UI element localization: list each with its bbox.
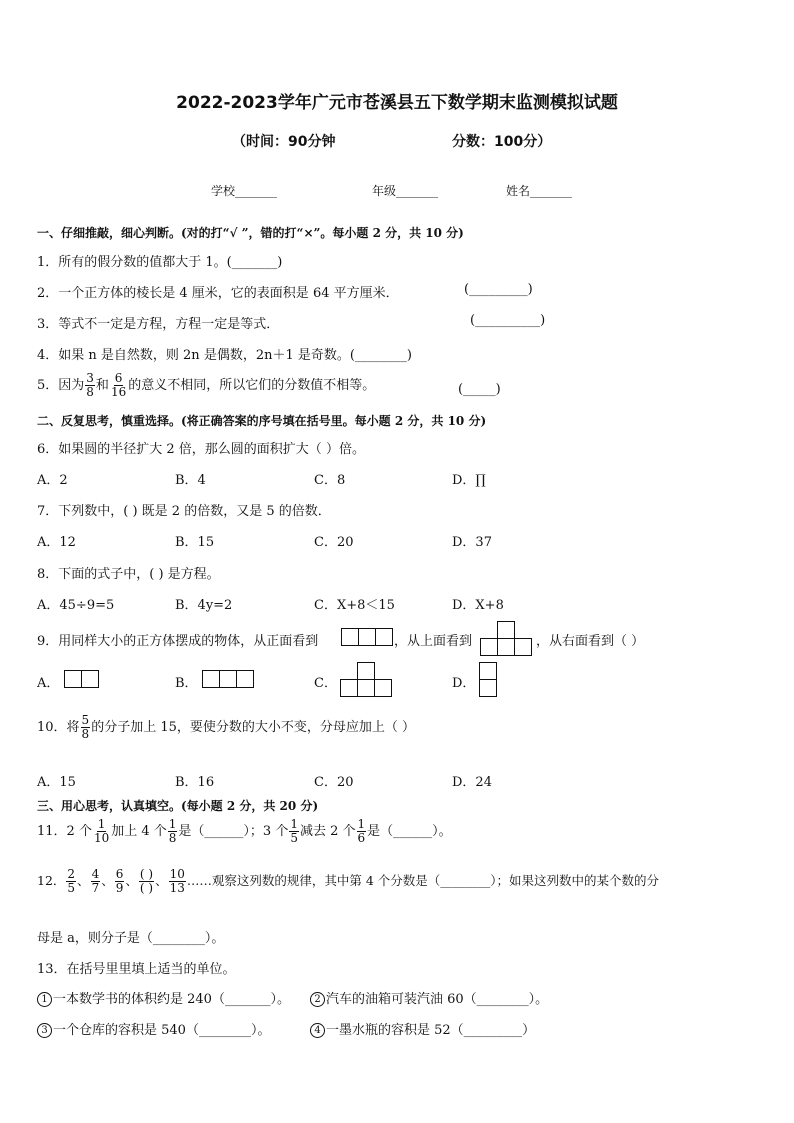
q13-item-1: 1 一本数学书的体积约是 240（_______）。	[37, 988, 290, 1007]
q8-option-c: C．X+8＜15	[314, 598, 395, 613]
question-8: 8．下面的式子中，( ) 是方程。	[37, 567, 220, 582]
question-9-part1: 9．用同样大小的正方体摆成的物体，从正面看到	[37, 634, 319, 649]
fraction: $\frac{1}{5}$	[290, 817, 298, 845]
question-11: 11．2 个 $\frac{1}{10}$ 加上 4 个 $\frac{1}{8}$ 是（______）；3 个 $\frac{1}{5}$ 减去 2 个 $\frac{1}{6}$ 是（______）。	[37, 817, 452, 845]
question-3: 3．等式不一定是方程，方程一定是等式．	[37, 317, 280, 332]
q9-option-a: A．	[37, 676, 60, 691]
question-6: 6．如果圆的半径扩大 2 倍，那么圆的面积扩大（ ）倍。	[37, 442, 365, 457]
q9-option-c: C．	[314, 676, 337, 691]
fraction: $\frac{1}{6}$	[357, 817, 366, 845]
fraction: $\frac{3}{8}$	[86, 371, 94, 399]
fraction: $\frac{2}{5}$	[67, 867, 76, 895]
fraction: $\frac{5}{8}$	[81, 713, 90, 741]
question-12: 12． $\frac{2}{5}$ 、 $\frac{4}{7}$ 、 $\frac{6}{9}$ 、 $\frac{( )}{( )}$ 、 $\frac{10}{13}$ ……观察这列数的规律，其中第 4 个分数是（________）；如果这列数中的某个数的分	[37, 867, 660, 895]
question-5: 5．因为 $\frac{3}{8}$ 和 $\frac{6}{16}$ 的意义不相同，所以它们的分数值不相等。	[37, 371, 376, 399]
q8-option-a: A．45÷9=5	[37, 598, 115, 613]
question-5-blank: (_____)	[458, 382, 501, 397]
fraction: $\frac{4}{7}$	[91, 867, 100, 895]
q10-option-d: D．24	[452, 775, 492, 790]
question-1: 1．所有的假分数的值都大于 1。(_______)	[37, 255, 283, 270]
q13-item-3: 3 一个仓库的容积是 540（________）。	[37, 1019, 270, 1038]
name-field: 姓名_______	[506, 184, 573, 198]
q9-option-d: D．	[452, 676, 476, 691]
q7-option-a: A．12	[37, 535, 76, 550]
section-1-heading: 一、仔细推敲，细心判断。(对的打“√ ”，错的打“×”。每小题 2 分，共 10 分)	[37, 226, 464, 240]
fraction: $\frac{6}{16}$	[110, 371, 127, 399]
q8-option-b: B．4y=2	[175, 598, 233, 613]
section-3-heading: 三、用心思考，认真填空。(每小题 2 分，共 20 分)	[37, 799, 319, 813]
fraction: $\frac{( )}{( )}$	[139, 867, 154, 895]
grade-field: 年级_______	[372, 184, 439, 198]
question-2-blank: (_________)	[464, 282, 533, 297]
q6-option-a: A．2	[37, 473, 68, 488]
q13-item-4: 4 一墨水瓶的容积是 52（_________）	[310, 1019, 535, 1038]
question-2: 2．一个正方体的棱长是 4 厘米，它的表面积是 64 平方厘米．	[37, 286, 399, 301]
q10-option-b: B．16	[175, 775, 215, 790]
question-13: 13．在括号里里填上适当的单位。	[37, 962, 236, 977]
q6-option-b: B．4	[175, 473, 206, 488]
exam-score: 分数：100分）	[452, 134, 552, 150]
page-title: 2022-2023学年广元市苍溪县五下数学期末监测模拟试题	[176, 93, 618, 113]
question-12-line2: 母是 a，则分子是（________）。	[37, 931, 225, 946]
question-4: 4．如果 n 是自然数，则 2n 是偶数，2n＋1 是奇数。(________)	[37, 348, 413, 363]
question-3-blank: (__________)	[470, 313, 546, 328]
q6-option-c: C．8	[314, 473, 346, 488]
q13-item-2: 2 汽车的油箱可装汽油 60（________）。	[310, 988, 548, 1007]
fraction: $\frac{6}{9}$	[115, 867, 124, 895]
q6-option-d: D．∏	[452, 473, 486, 488]
school-field: 学校_______	[211, 184, 278, 198]
q7-option-d: D．37	[452, 535, 492, 550]
section-2-heading: 二、反复思考，慎重选择。(将正确答案的序号填在括号里。每小题 2 分，共 10 分)	[37, 414, 487, 428]
q10-option-a: A．15	[37, 775, 76, 790]
fraction: $\frac{1}{10}$	[93, 817, 110, 845]
question-7: 7．下列数中，( ) 既是 2 的倍数，又是 5 的倍数．	[37, 504, 331, 519]
question-9-part2: ，从上面看到	[394, 634, 473, 649]
q7-option-b: B．15	[175, 535, 215, 550]
q8-option-d: D．X+8	[452, 598, 504, 613]
fraction: $\frac{10}{13}$	[169, 867, 185, 895]
question-10: 10．将 $\frac{5}{8}$ 的分子加上 15，要使分数的大小不变，分母应加上（ ）	[37, 713, 415, 741]
fraction: $\frac{1}{8}$	[168, 817, 177, 845]
exam-time: （时间：90分钟	[232, 134, 336, 150]
q7-option-c: C．20	[314, 535, 354, 550]
q10-option-c: C．20	[314, 775, 354, 790]
q9-option-b: B．	[175, 676, 198, 691]
question-9-part3: ，从右面看到（ ）	[536, 634, 645, 649]
